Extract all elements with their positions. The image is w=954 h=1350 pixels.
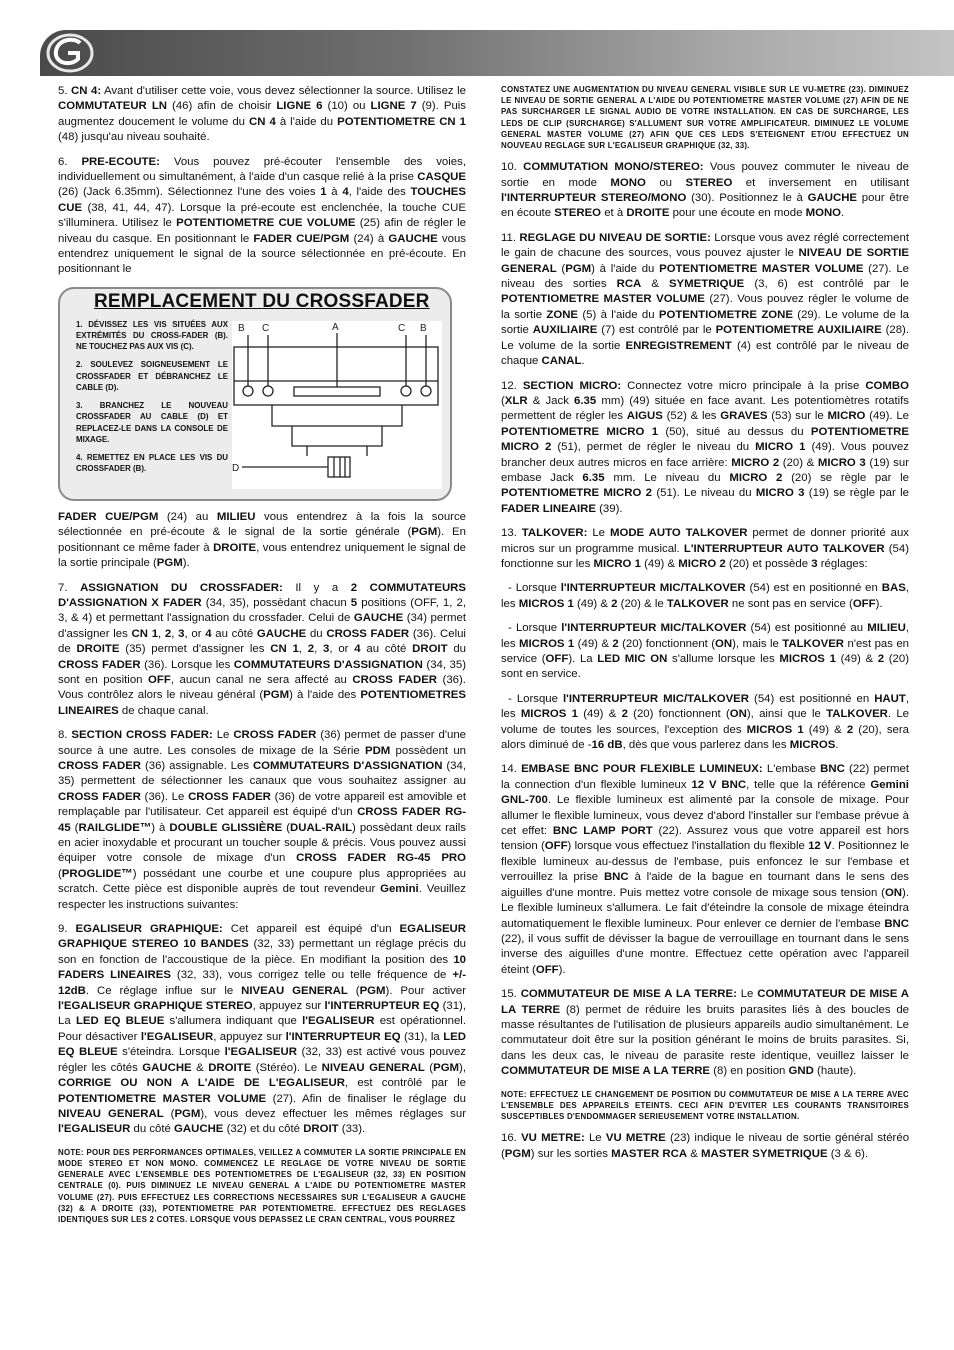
label-c-left: C	[262, 322, 270, 334]
section-5: 5. CN 4: Avant d'utiliser cette voie, vous devez sélectionner la source. Utilisez le COMMUTATEUR LN (46) afin de choisir LIGNE 6 (10) ou LIGNE 7 (9). Puis augmentez doucement le volume du CN 4 à l'aide du POTENTIOMETRE CN 1 (48) jusqu'au niveau souhaité.	[58, 85, 467, 144]
crossfader-replacement-box	[58, 287, 452, 501]
gemini-logo-icon	[44, 31, 96, 75]
step-4: 4. REMETTEZ EN PLACE LES VIS DU CROSSFADER (B).	[76, 452, 228, 474]
ground-note: NOTE: EFFECTUEZ LE CHANGEMENT DE POSITION DU COMMUTATEUR DE MISE A LA TERRE AVEC L'ENSEMBLE DES APPAREILS ETEINTS. CECI AFIN D'EVITER LES COURANTS TRANSITOIRES SUSCEPTIBLES D'ENDOMMAGER SERIEUSEMENT VOTRE INSTALLATION.	[501, 1089, 909, 1121]
label-a: A	[332, 321, 339, 333]
step-1: 1. DÉVISSEZ LES VIS SITUÉES AUX EXTRÉMITÉS DU CROSS-FADER (B). NE TOUCHEZ PAS AUX VIS (C).	[76, 319, 228, 352]
left-column	[58, 84, 466, 1225]
talkover-setting-middle: - Lorsque l'INTERRUPTEUR MIC/TALKOVER (54) est positionné au MILIEU, les MICROS 1 (49) & 2 (20) fonctionnent (ON), mais le TALKOVER n'est pas en service (OFF). La LED MIC ON s'allume lorsque les MICROS 1 (49) & 2 (20) sont en service.	[501, 622, 910, 681]
talkover-setting-low: - Lorsque l'INTERRUPTEUR MIC/TALKOVER (54) est en positionné en BAS, les MICROS 1 (49) & 2 (20) & le TALKOVER ne sont pas en service (OFF).	[501, 582, 909, 610]
section-14: 14. EMBASE BNC POUR FLEXIBLE LUMINEUX: L'embase BNC (22) permet la connection d'un flexible lumineux 12 V BNC, telle que la référence Gemini GNL-700. Le flexible lumineux est alimenté par la console de mixage. Pour allumer le flexible lumineux, vous devez d'abord l'installer sur l'embase prévue à cet effet: BNC LAMP PORT (22). Assurez vous que votre appareil est hors tension (OFF) lorsque vous effectuez l'installation du flexible 12 V. Positionnez le flexible lumineux au-dessus de l'embase, puis enfoncez le sur l'embase et verrouillez la prise BNC à l'aide de la bague en tournant dans le sens des aiguilles d'une montre. Puis mettez votre console de mixage sous tension (ON). Le flexible lumineux s'allumera. Le fait d'éteindre la console de mixage éteindra automatiquement le flexible lumineux. Pour enlever ce dernier de l'embase BNC (22), il vous suffit de dévisser la bague de verrouillage en tournant dans le sens inverse des aiguilles d'une montre. Effectuez cette opération avec l'appareil éteint (OFF).	[501, 763, 910, 976]
section-12: 12. SECTION MICRO: Connectez votre micro principale à la prise COMBO (XLR & Jack 6.35 mm) (49) située en face avant. Les potentiomètres rotatifs permettent de régler les AIGUS (52) & les GRAVES (53) sur le MICRO (49). Le POTENTIOMETRE MICRO 1 (50), situé au dessus du POTENTIOMETRE MICRO 2 (51), permet de régler le niveau du MICRO 1 (49). Vous pouvez brancher deux autres micros en face arrière: MICRO 2 (20) & MICRO 3 (19) sur embase Jack 6.35 mm. Le niveau du MICRO 2 (20) se règle par le POTENTIOMETRE MICRO 2 (51). Le niveau du MICRO 3 (19) se règle par le FADER LINEAIRE (39).	[501, 379, 910, 515]
label-d: D	[232, 462, 240, 474]
step-3: 3. BRANCHEZ LE NOUVEAU CROSSFADER AU CABLE (D) ET REPLACEZ-LE DANS LA CONSOLE DE MIXAGE.	[76, 401, 228, 444]
talkover-setting-high: - Lorsque l'INTERRUPTEUR MIC/TALKOVER (54) est positionné en HAUT, les MICROS 1 (49) & 2 (20) fonctionnent (ON), ainsi que le TALKOVER. Le volume de toutes les sources, l'exception des MICROS 1 (49) & 2 (20), sera alors diminué de -16 dB, dès que vous parlerez dans les MICROS.	[501, 692, 910, 752]
crossfader-diagram	[232, 321, 442, 489]
section-11: 11. REGLAGE DU NIVEAU DE SORTIE: Lorsque vous avez réglé correctement le gain de chacune des sources, vous pouvez ajuster le NIVEAU DE SORTIE GENERAL (PGM) à l'aide du POTENTIOMETRE MASTER VOLUME (27). Le niveau des sorties RCA & SYMETRIQUE (3, 6) est contrôlé par le POTENTIOMETRE MASTER VOLUME (27). Vous pouvez régler le volume de la sortie ZONE (5) à l'aide du POTENTIOMETRE ZONE (29). Le volume de la sortie AUXILIAIRE (7) est contrôlé par le POTENTIOMETRE AUXILIAIRE (28). Le volume de la sortie ENREGISTREMENT (4) est contrôlé par le niveau de chaque CANAL.	[501, 231, 910, 368]
label-b-left: B	[238, 322, 245, 334]
section-16: 16. VU METRE: Le VU METRE (23) indique le niveau de sortie général stéréo (PGM) sur les sorties MASTER RCA & MASTER SYMETRIQUE (3 & 6).	[501, 1132, 910, 1160]
section-7: 7. ASSIGNATION DU CROSSFADER: Il y a 2 COMMUTATEURS D'ASSIGNATION X FADER (34, 35), possèdant chacun 5 positions (OFF, 1, 2, 3, & 4) et permettant l'assignation du crossfader. Celui de GAUCHE (34) permet d'assigner les CN 1, 2, 3, or 4 au côté GAUCHE du CROSS FADER (36). Celui de DROITE (35) permet d'assigner les CN 1, 2, 3, or 4 au côté DROIT du CROSS FADER (36). Lorsque les COMMUTATEURS D'ASSIGNATION (34, 35) sont en position OFF, aucun canal ne sera affecté au CROSS FADER (36). Vous contrôlez alors le niveau général (PGM) à l'aide des POTENTIOMETRES LINEAIRES de chaque canal.	[58, 581, 467, 717]
section-6: 6. PRE-ECOUTE: Vous pouvez pré-écouter l'ensemble des voies, individuellement ou simultanément, à l'aide d'un casque relié à la prise CASQUE (26) (Jack 6.35mm). Sélectionnez l'une des voies 1 à 4, l'aide des TOUCHES CUE (38, 41, 44, 47). Lorsque la pré-ecoute est enclenchée, la touche CUE s'illuminera. Utilisez le POTENTIOMETRE CUE VOLUME (25) afin de régler le niveau du casque. En positionnant le FADER CUE/PGM (24) à GAUCHE vous entendrez uniquement le signal de la source sélectionnée en pré-écoute. En positionnant le	[58, 155, 467, 276]
right-column	[501, 84, 909, 1171]
section-13: 13. TALKOVER: Le MODE AUTO TALKOVER permet de donner priorité aux micros sur un programme musical. L'INTERRUPTEUR AUTO TALKOVER (54) fonctionne sur les MICRO 1 (49) & MICRO 2 (20) et possède 3 réglages:	[501, 527, 910, 570]
crossfader-box-title: REMPLACEMENT DU CROSSFADER	[94, 290, 430, 312]
section-6-continued: FADER CUE/PGM (24) au MILIEU vous entendrez à la fois la source sélectionnée en pré-écoute & le signal de la sortie générale (PGM). En positionnant ce même fader à DROITE, vous entendrez uniquement le signal de la sortie principale (PGM).	[58, 510, 467, 570]
eq-note-continued: CONSTATEZ UNE AUGMENTATION DU NIVEAU GENERAL VISIBLE SUR LE VU-METRE (23). DIMINUEZ LE NIVEAU DE SORTIE GENERAL A L'AIDE DU POTENTIOMETRE MASTER VOLUME (27) AFIN DE NE PAS SURCHARGER LE SIGNAL AUDIO DE VOTRE INSTALLATION. EN CAS DE SURCHARGE, LES LEDS DE CLIP (SURCHARGE) S'ALLUMENT SUR VOTRE AMPLIFICATEUR. DIMINUEZ LE VOLUME GENERAL MASTER VOLUME (27) AFIN QUE CES LEDS S'ETEIGNENT ET/OU EFFECTUEZ UN NOUVEAU REGLAGE SUR L'EGALISEUR GRAPHIQUE (32, 33).	[501, 85, 909, 151]
section-8: 8. SECTION CROSS FADER: Le CROSS FADER (36) permet de passer d'une source à une autre. Les consoles de mixage de la Série PDM possèdent un CROSS FADER (36) assignable. Les COMMUTATEURS D'ASSIGNATION (34, 35) permettent de sélectionner les canaux que vous souhaitez assigner au CROSS FADER (36). Le CROSS FADER (36) de votre appareil est amovible et remplaçable par l'utilisateur. Cet appareil est équipé d'un CROSS FADER RG- 45 (RAILGLIDE™) à DOUBLE GLISSIÈRE (DUAL-RAIL) possèdant deux rails en acier inoxydable et procurant un toucher souple & précis. Vous pouvez aussi équiper votre console de mixage d'un CROSS FADER RG-45 PRO (PROGLIDE™) possédant une courbe et une coupure plus appropriées au scratch. Cette pièce est disponible auprès de tout revendeur Gemini. Veuillez respecter les instructions suivantes:	[58, 729, 467, 911]
label-b-right: B	[420, 322, 427, 334]
crossfader-steps	[76, 319, 228, 481]
section-10: 10. COMMUTATION MONO/STEREO: Vous pouvez commuter le niveau de sortie en mode MONO ou STEREO et inversement en utilisant l'INTERRUPTEUR STEREO/MONO (30). Positionnez le à GAUCHE pour être en écoute STEREO et à DROITE pour une écoute en mode MONO.	[501, 161, 910, 220]
header-bar	[40, 30, 954, 76]
step-2: 2. SOULEVEZ SOIGNEUSEMENT LE CROSSFADER ET DÉBRANCHEZ LE CABLE (D).	[76, 360, 228, 392]
eq-note: NOTE: POUR DES PERFORMANCES OPTIMALES, VEILLEZ A COMMUTER LA SORTIE PRINCIPALE EN MODE STEREO ET NON MONO. COMMENCEZ LE REGLAGE DE VOTRE NIVEAU DE SORTIE GENERALE AVEC L'ENSEMBLE DES POTENTIOMETRES DE L'EGALISEUR (32, 33) EN POSITION CENTRALE (0). PUIS DIMINUEZ LE NIVEAU GENERAL A L'AIDE DU POTENTIOMETRE MASTER VOLUME (27). PUIS EFFECTUEZ LES CORRECTIONS NECESSAIRES SUR L'EGALISEUR A GAUCHE (32) & A DROITE (33), POTENTIOMETRE PAR POTENTIOMETRE. EFFECTUEZ DES REGLAGES IDENTIQUES SUR LES 2 COTES. LORSQUE VOUS DEPASSEZ LE CRAN CENTRAL, VOUS POURREZ	[58, 1147, 466, 1224]
label-c-right: C	[398, 322, 406, 334]
section-9: 9. EGALISEUR GRAPHIQUE: Cet appareil est équipé d'un EGALISEUR GRAPHIQUE STEREO 10 BANDES (32, 33) permettant un réglage précis du son en fonction de l'accoustique de la pièce. En modifiant la position des 10 FADERS LINEAIRES (32, 33), vous corrigez telle ou telle fréquence de +/- 12dB. Ce réglage influe sur le NIVEAU GENERAL (PGM). Pour activer l'EGALISEUR GRAPHIQUE STEREO, appuyez sur l'INTERRUPTEUR EQ (31), La LED EQ BLEUE s'allumera indiquant que l'EGALISEUR est opérationnel. Pour désactiver l'EGALISEUR, appuyez sur l'INTERRUPTEUR EQ (31), la LED EQ BLEUE s'éteindra. Lorsque l'EGALISEUR (32, 33) est activé vous pouvez régler les côtés GAUCHE & DROITE (Stéréo). Le NIVEAU GENERAL (PGM), CORRIGE OU NON A L'AIDE DE L'EGALISEUR, est contrôlé par le POTENTIOMETRE MASTER VOLUME (27). Afin de finaliser le réglage du NIVEAU GENERAL (PGM), vous devez effectuer les mêmes réglages sur l'EGALISEUR du côté GAUCHE (32) et du côté DROIT (33).	[58, 923, 467, 1136]
section-15: 15. COMMUTATEUR DE MISE A LA TERRE: Le COMMUTATEUR DE MISE A LA TERRE (8) permet de réduire les bruits parasites liés à des boucles de masse résultantes de l'utilisation de plusieurs appareils audio simultanément. Le commutateur doit être sur la position générant le moins de bruits parasites. Si, dans les deux cas, le niveau de parasite reste identique, veuillez laisser le COMMUTATEUR DE MISE A LA TERRE (8) en position GND (haute).	[501, 988, 909, 1078]
